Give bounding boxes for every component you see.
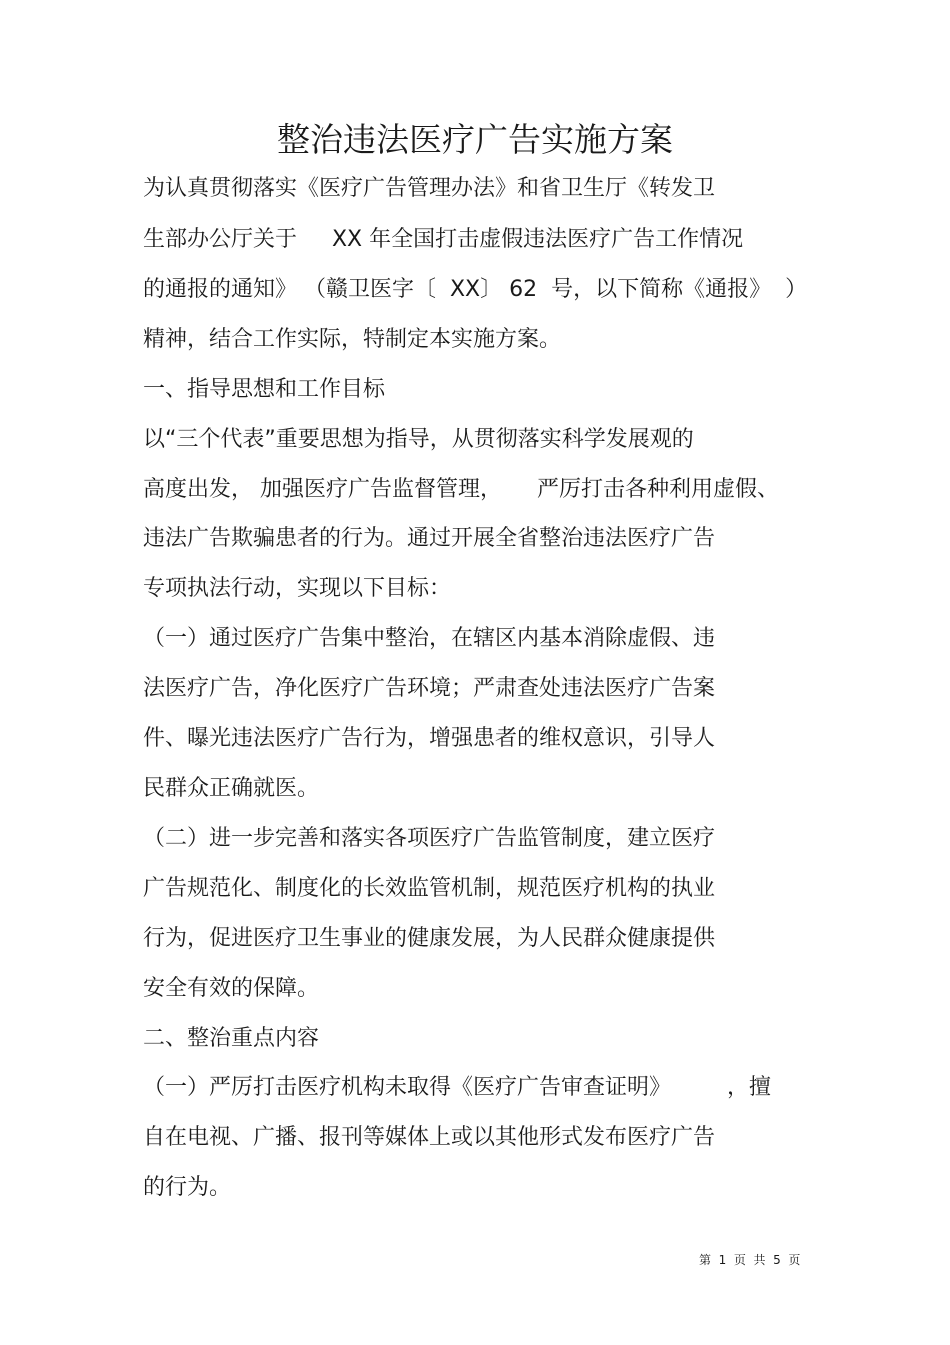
text-line: 的行为。 [143,1175,232,1200]
text-line: 违法广告欺骗患者的行为。通过开展全省整治违法医疗广告 [143,526,716,551]
text-line: 件、曝光违法医疗广告行为，增强患者的维权意识，引导人 [143,726,716,751]
text-line: 以“三个代表”重要思想为指导，从贯彻落实科学发展观的 [143,427,694,452]
text-line: 自在电视、广播、报刊等媒体上或以其他形式发布医疗广告 [143,1125,716,1150]
text-line: （一）严厉打击医疗机构未取得《医疗广告审查证明》 ，擅 [143,1075,771,1100]
text-line: 民群众正确就医。 [143,776,320,801]
text-line: 安全有效的保障。 [143,976,320,1001]
text-line: 精神，结合工作实际，特制定本实施方案。 [143,327,562,352]
text-line: 的通报的通知》 （赣卫医字〔 XX〕 62 号，以下简称《通报》 ） [143,277,808,302]
document-title: 整治违法医疗广告实施方案 [277,120,673,159]
text-line: （二）进一步完善和落实各项医疗广告监管制度，建立医疗 [143,826,716,851]
section-heading: 二、整治重点内容 [143,1026,320,1051]
text-line: 广告规范化、制度化的长效监管机制，规范医疗机构的执业 [143,876,716,901]
text-line: 生部办公厅关于 XX 年全国打击虚假违法医疗广告工作情况 [143,227,744,252]
text-line: 行为，促进医疗卫生事业的健康发展，为人民群众健康提供 [143,926,716,951]
text-line: 专项执法行动，实现以下目标： [143,576,452,601]
section-heading: 一、指导思想和工作目标 [143,377,386,402]
page-number: 第 1 页 共 5 页 [699,1253,801,1267]
text-line: 法医疗广告，净化医疗广告环境；严肃查处违法医疗广告案 [143,676,716,701]
text-line: 高度出发， 加强医疗广告监督管理， 严厉打击各种利用虚假、 [143,477,779,502]
text-line: 为认真贯彻落实《医疗广告管理办法》和省卫生厅《转发卫 [143,176,716,201]
text-line: （一）通过医疗广告集中整治，在辖区内基本消除虚假、违 [143,626,716,651]
